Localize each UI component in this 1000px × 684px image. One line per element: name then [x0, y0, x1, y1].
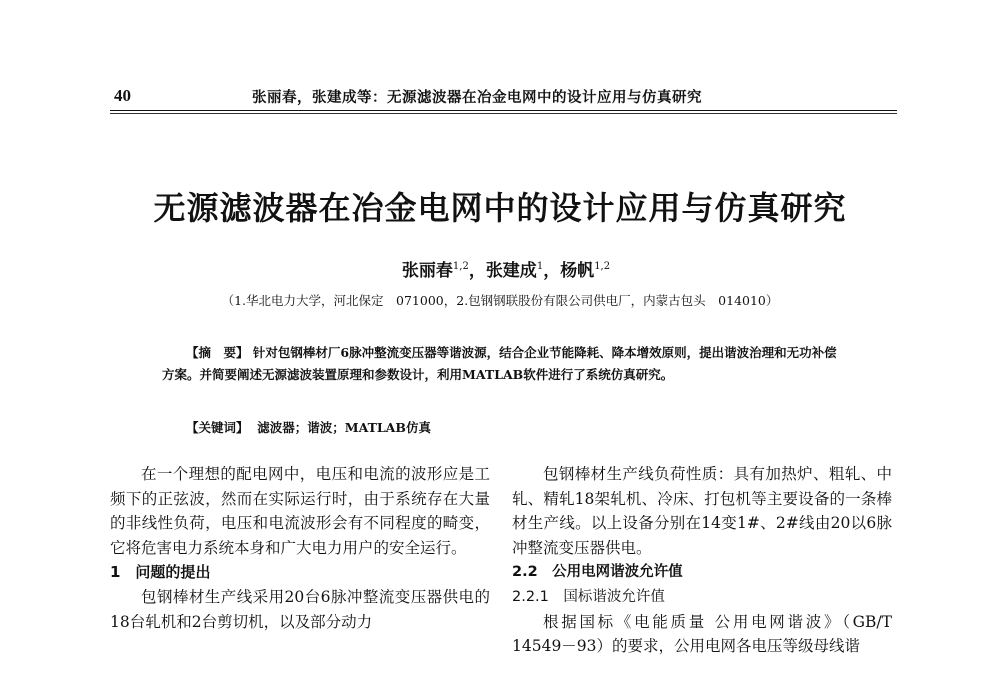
- header-rule: [110, 110, 897, 111]
- keywords-text: 滤波器；谐波；MATLAB仿真: [257, 420, 431, 435]
- section-heading: 1 问题的提出: [110, 563, 211, 582]
- body-paragraph: 包钢棒材生产线采用20台6脉冲整流变压器供电的18台轧机和2台剪切机，以及部分动力: [110, 587, 490, 631]
- body-paragraph: 根据国标《电能质量 公用电网谐波》（GB/T 14549－93）的要求，公用电网各电压等级母线谐: [512, 612, 892, 656]
- abstract-text: 针对包钢棒材厂6脉冲整流变压器等谐波源，结合企业节能降耗、降本增效原则，提出谐波治理和无功补偿方案。并简要阐述无源滤波装置原理和参数设计，利用MATLAB软件进行了系统仿真研究。: [162, 345, 837, 382]
- author-line: [0, 256, 1000, 281]
- subsubsection-heading: 2.2.1 国标谐波允许值: [512, 588, 665, 605]
- left-column: [110, 462, 490, 634]
- subsection-heading: 2.2 公用电网谐波允许值: [512, 564, 683, 581]
- page-number: 40: [114, 86, 131, 105]
- abstract-label: 【摘 要】: [186, 345, 249, 360]
- author-name: 张建成: [485, 261, 537, 281]
- author-affiliation-mark: 1,2: [594, 261, 611, 272]
- author-name: 杨帆: [560, 261, 595, 281]
- author-separator: ，: [468, 261, 486, 281]
- affiliations: （1.华北电力大学，河北保定 071000，2.包钢钢联股份有限公司供电厂，内蒙古包头 014010）: [221, 293, 779, 308]
- running-header: [110, 86, 897, 108]
- header-rule-thin: [110, 113, 897, 114]
- running-title: 张丽春，张建成等：无源滤波器在冶金电网中的设计应用与仿真研究: [252, 89, 702, 106]
- author-name: 张丽春: [401, 261, 453, 281]
- author-separator: ，: [543, 261, 561, 281]
- keywords-label: 【关键词】: [186, 420, 249, 435]
- article-title: 无源滤波器在冶金电网中的设计应用与仿真研究: [153, 189, 847, 227]
- author-affiliation-mark: 1: [536, 261, 544, 272]
- intro-paragraph: 在一个理想的配电网中，电压和电流的波形应是工频下的正弦波，然而在实际运行时，由于系统存在大量的非线性负荷，电压和电流波形会有不同程度的畸变，它将危害电力系统本身和广大电力用户的安全运行。: [110, 465, 490, 557]
- abstract: [162, 342, 838, 386]
- body-paragraph: 包钢棒材生产线负荷性质：具有加热炉、粗轧、中轧、精轧18架轧机、冷床、打包机等主要设备的一条棒材生产线。以上设备分别在14变1#、2#线由20以6脉冲整流变压器供电。: [512, 465, 892, 557]
- right-column: [512, 462, 892, 659]
- author-affiliation-mark: 1,2: [452, 261, 469, 272]
- keywords: [186, 418, 431, 436]
